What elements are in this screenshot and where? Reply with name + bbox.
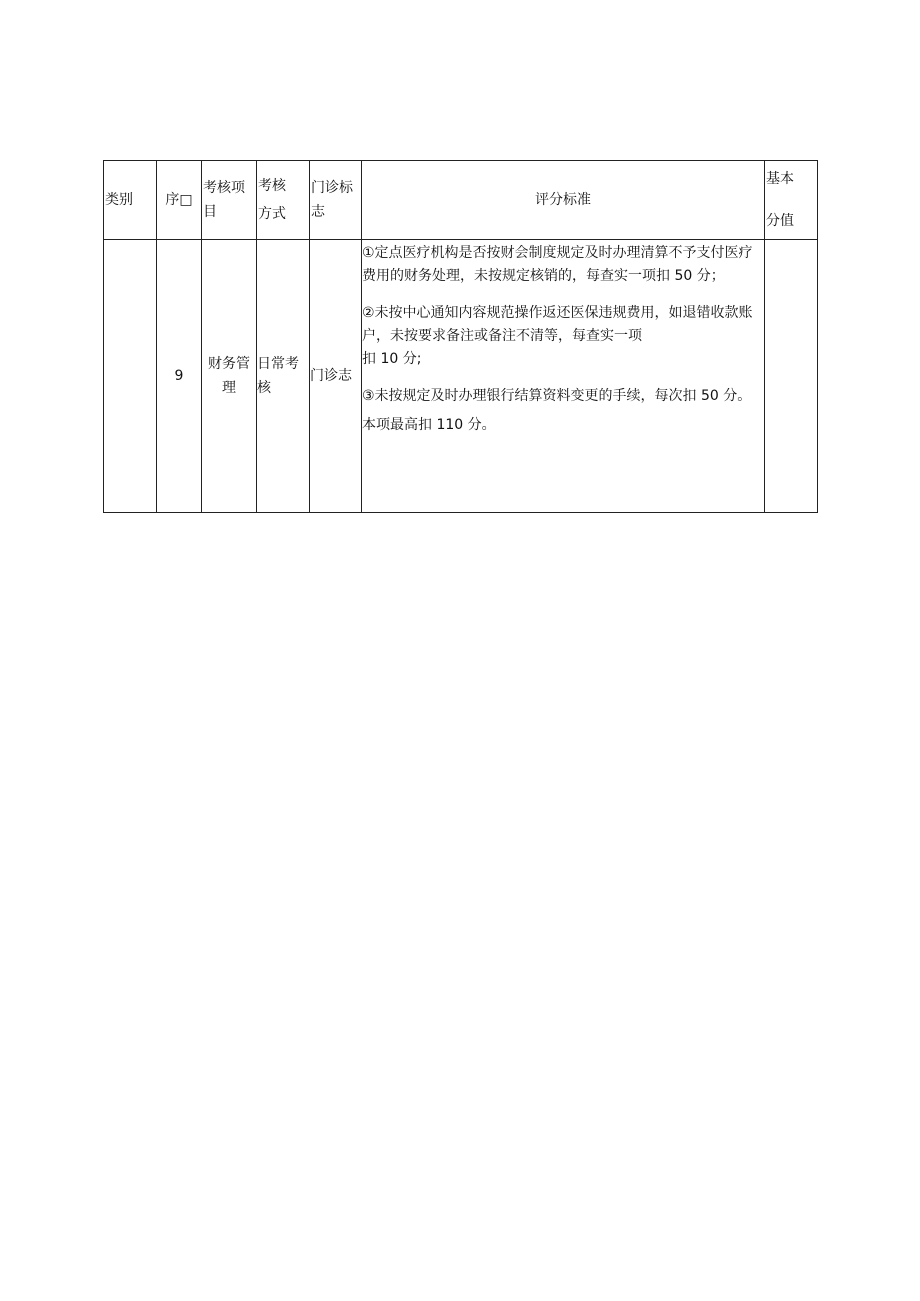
header-item [202, 161, 257, 240]
criteria-paragraph-4: 本项最高扣 110 分。 [362, 417, 496, 433]
scoring-table-container [103, 160, 817, 513]
header-score-line2: 分值 [766, 213, 794, 229]
row-seq [157, 240, 202, 513]
header-criteria [362, 161, 765, 240]
header-sign-line2: 志 [311, 204, 325, 220]
row-item-line2: 理 [222, 380, 236, 396]
criteria-paragraph-3: ③未按规定及时办理银行结算资料变更的手续，每次扣 50 分。 [362, 388, 752, 404]
row-score [765, 240, 818, 513]
header-method [257, 161, 310, 240]
row-sign [310, 240, 362, 513]
header-score-line1: 基本 [766, 171, 794, 187]
header-sign-line1: 门诊标 [311, 180, 353, 196]
header-item-line2: 目 [203, 204, 217, 220]
header-item-line1: 考核项 [203, 180, 245, 196]
row-method-line2: 核 [257, 380, 271, 396]
row-method-line1: 日常考 [257, 356, 299, 372]
scoring-table [103, 160, 818, 513]
criteria-paragraph-2 [362, 302, 764, 371]
row-sign-value: 门诊志 [310, 368, 352, 384]
header-seq [157, 161, 202, 240]
row-category [104, 240, 157, 513]
header-method-line1: 考核 [258, 178, 286, 194]
criteria-paragraph-2-line1: ②未按中心通知内容规范操作返还医保违规费用，如退错收款账户，未按要求备注或备注不清等，每查实一项 [362, 305, 753, 344]
row-item [202, 240, 257, 513]
criteria-paragraph-2-line2: 扣 10 分; [362, 351, 422, 367]
row-item-line1: 财务管 [208, 356, 250, 372]
row-seq-value: 9 [174, 368, 184, 384]
criteria-paragraph-1: ①定点医疗机构是否按财会制度规定及时办理清算不予支付医疗费用的财务处理，未按规定核销的，每查实一项扣 50 分； [362, 245, 753, 284]
header-category [104, 161, 157, 240]
header-seq-label: 序□ [165, 192, 193, 208]
header-category-label: 类别 [105, 192, 133, 208]
header-criteria-label: 评分标准 [535, 192, 591, 208]
header-method-line2: 方式 [258, 206, 286, 222]
header-score [765, 161, 818, 240]
table-row [104, 240, 818, 513]
row-criteria [362, 240, 765, 513]
header-row [104, 161, 818, 240]
row-method [257, 240, 310, 513]
header-sign [310, 161, 362, 240]
